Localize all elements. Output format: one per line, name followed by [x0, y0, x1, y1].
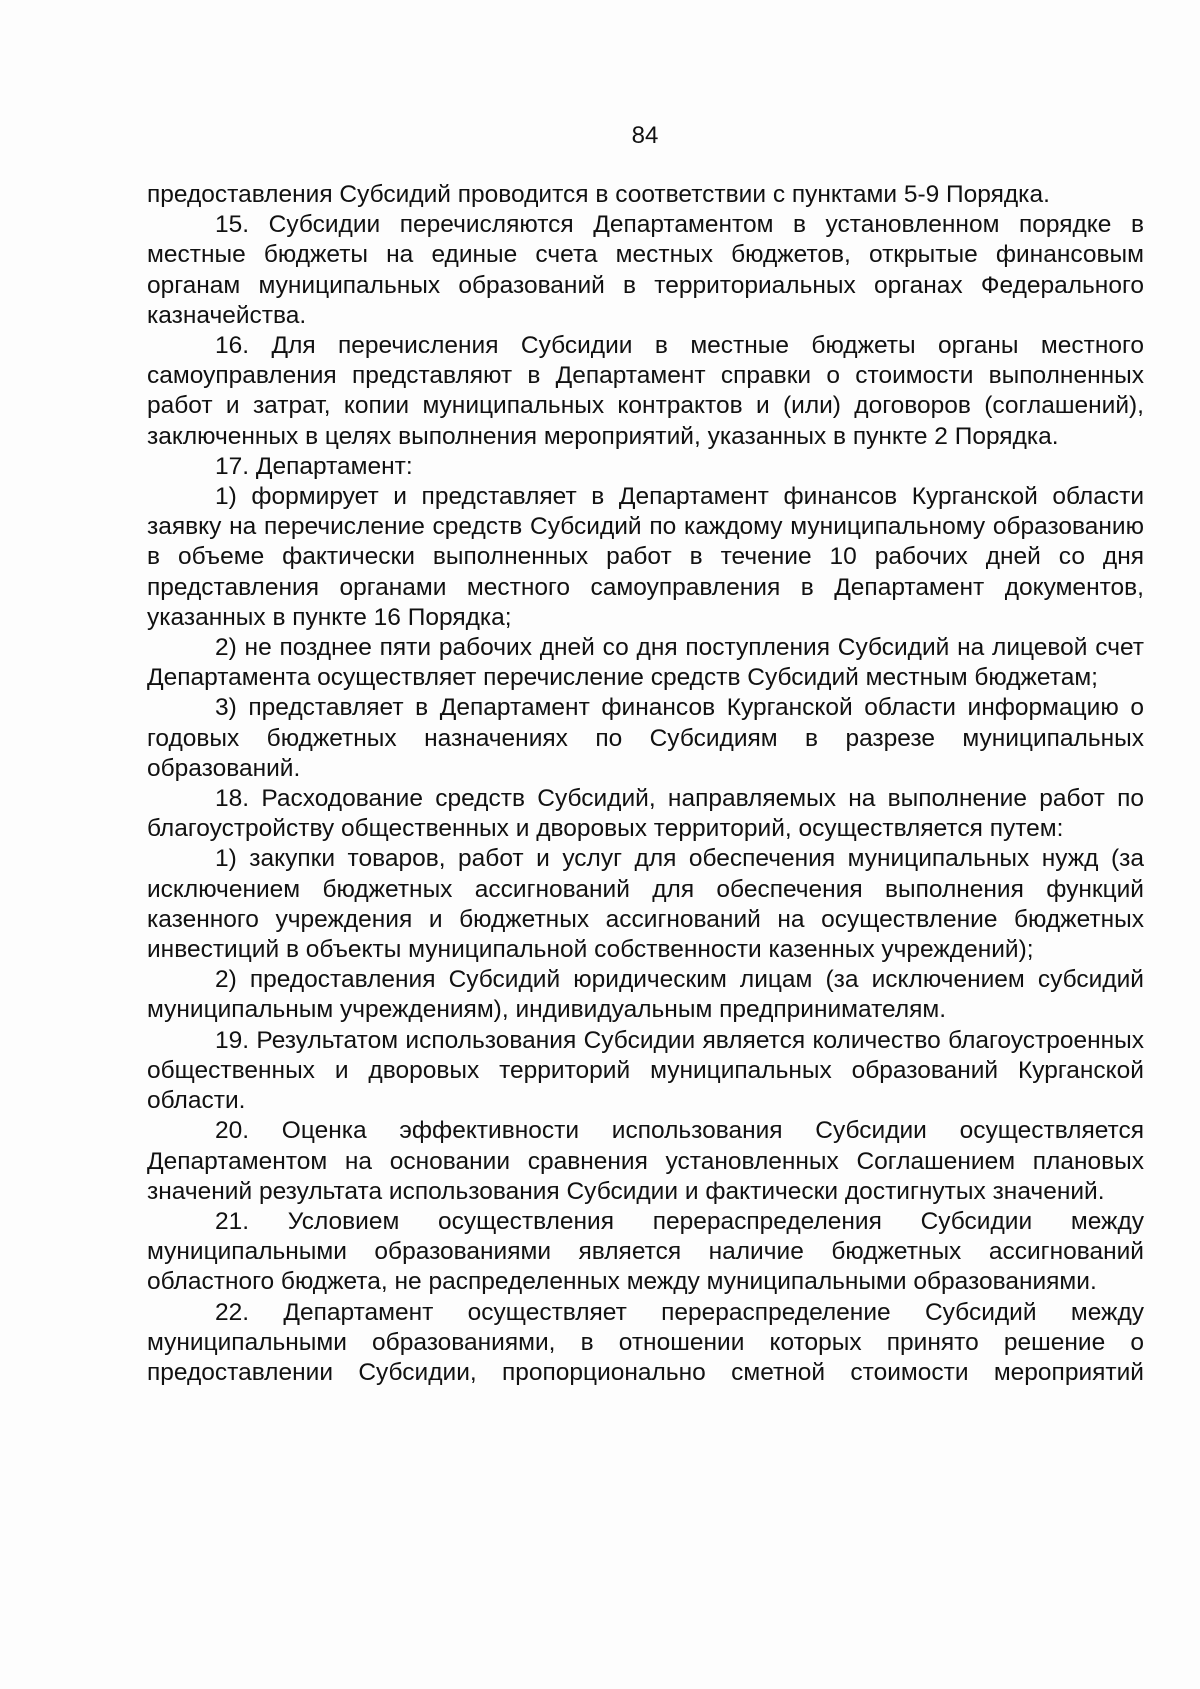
paragraph-17-item-1: 1) формирует и представляет в Департамент финансов Курганской области заявку на перечисление средств Субсидий по каждому муниципальному образованию в объеме фактически выполненных работ в течение 10 рабочих дней со дня представления органами местного самоуправления в Департамент документов, указанных в пункте 16 Порядка;: [147, 483, 1144, 631]
paragraph-18: 18. Расходование средств Субсидий, направляемых на выполнение работ по благоустройству общественных и дворовых территорий, осуществляется путем:: [147, 785, 1144, 843]
paragraph-15: 15. Субсидии перечисляются Департаментом в установленном порядке в местные бюджеты на единые счета местных бюджетов, открытые финансовым органам муниципальных образований в территориальных органах Федерального казначейства.: [147, 211, 1144, 329]
paragraph-21: 21. Условием осуществления перераспределения Субсидии между муниципальными образованиями является наличие бюджетных ассигнований областного бюджета, не распределенных между муниципальными образованиями.: [147, 1207, 1144, 1296]
paragraph-17: 17. Департамент:: [215, 452, 413, 480]
paragraph-16: 16. Для перечисления Субсидии в местные бюджеты органы местного самоуправления представляют в Департамент справки о стоимости выполненных работ и затрат, копии муниципальных контрактов и (или) договоров (соглашений), заключенных в целях выполнения мероприятий, указанных в пункте 2 Порядка.: [147, 332, 1144, 450]
paragraph-19: 19. Результатом использования Субсидии является количество благоустроенных общественных и дворовых территорий муниципальных образований Курганской области.: [147, 1026, 1144, 1115]
paragraph-17-item-3: 3) представляет в Департамент финансов Курганской области информацию о годовых бюджетных назначениях по Субсидиям в разрезе муниципальных образований.: [147, 694, 1144, 782]
page-number: 84: [631, 122, 659, 149]
paragraph-18-item-1: 1) закупки товаров, работ и услуг для обеспечения муниципальных нужд (за исключением бюджетных ассигнований для обеспечения выполнения функций казенного учреждения и бюджетных ассигнований на осуществление бюджетных инвестиций в объекты муниципальной собственности казенных учреждений);: [147, 845, 1144, 964]
paragraph-22: 22. Департамент осуществляет перераспределение Субсидий между муниципальными образованиями, в отношении которых принято решение о предоставлении Субсидии, пропорционально сметной стоимости мероприятий: [147, 1298, 1144, 1386]
paragraph-18-item-2: 2) предоставления Субсидий юридическим лицам (за исключением субсидий муниципальным учреждениям), индивидуальным предпринимателям.: [147, 966, 1144, 1024]
paragraph-17-item-2: 2) не позднее пяти рабочих дней со дня поступления Субсидий на лицевой счет Департамента осуществляет перечисление средств Субсидий местным бюджетам;: [147, 634, 1144, 692]
document-body: [147, 180, 1144, 1388]
paragraph-20: 20. Оценка эффективности использования Субсидии осуществляется Департаментом на основании сравнения установленных Соглашением плановых значений результата использования Субсидии и фактически достигнутых значений.: [147, 1117, 1144, 1205]
paragraph-continuation: предоставления Субсидий проводится в соответствии с пунктами 5-9 Порядка.: [147, 181, 1050, 208]
